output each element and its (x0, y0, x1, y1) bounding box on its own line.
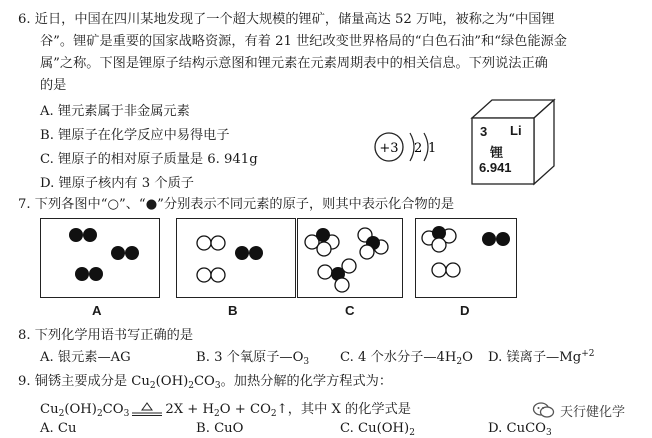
heat-triangle-icon (130, 401, 164, 417)
q9-option-a: A. Cu (40, 421, 77, 436)
q6-stem-line-3: 属”之称。下图是锂原子结构示意图和锂元素在元素周期表中的相关信息。下列说法正确 (40, 56, 548, 71)
q8-option-b: B. 3 个氧原子$—O_3$ (196, 350, 310, 367)
q9-option-b: B. CuO (196, 421, 244, 436)
q8-option-c: C. 4 个水分子$—4H_2O$ (340, 350, 473, 367)
element-atomic-number: 3 (480, 124, 488, 139)
q9-stem: 9. 铜锈主要成分是 $Cu_2(OH)_2CO_3$。加热分解的化学方程式为： (18, 374, 393, 391)
q7-box-c-atoms (297, 218, 403, 298)
q7-label-b: B (228, 303, 238, 318)
q6-stem-line-1: 6. 近日，中国在四川某地发现了一个超大规模的锂矿，储量高达 52 万吨，被称之为“中国锂 (18, 12, 555, 27)
nucleus-charge: +3 (379, 141, 399, 156)
q7-stem: 7. 下列各图中“○”、“●”分别表示不同元素的原子，则其中表示化合物的是 (18, 197, 455, 212)
q7-box-b-atoms (176, 218, 296, 298)
q6-stem-line-2: 谷”。锂矿是重要的国家战略资源，有着 21 世纪改变世界格局的“白色石油”和“绿色能源金 (40, 34, 567, 49)
q9-option-d: D. CuCO$_3$ (488, 421, 552, 438)
q7-label-a: A (92, 303, 102, 318)
q8-option-d: D. 镁离子$—Mg^{+2}$ (488, 349, 595, 365)
q7-label-d: D (460, 303, 470, 318)
shell-1-electrons: 2 (414, 141, 423, 156)
q6-stem-line-4: 的是 (40, 78, 67, 93)
q6-option-d: D. 锂原子核内有 3 个质子 (40, 176, 194, 191)
element-symbol: Li (510, 123, 522, 138)
shell-2-electrons: 1 (428, 141, 437, 156)
wechat-logo-icon (532, 400, 556, 420)
q8-option-a: A. 银元素—AG (40, 350, 131, 365)
q8-stem: 8. 下列化学用语书写正确的是 (18, 328, 194, 343)
q7-box-a-atoms (40, 218, 160, 298)
q9-equation: $Cu_2(OH)_2CO_3$ $2X + H_2O$ + $CO_2↑$，其中 X 的化学式是 (40, 402, 411, 419)
watermark-text: 天行健化学 (560, 405, 626, 420)
q6-option-a: A. 锂元素属于非金属元素 (40, 104, 190, 119)
q6-option-b: B. 锂原子在化学反应中易得电子 (40, 128, 230, 143)
lithium-atom-diagram (372, 128, 452, 170)
q9-option-c: C. $Cu(OH)_2$ (340, 421, 415, 438)
q7-box-d-atoms (415, 218, 517, 298)
element-atomic-mass: 6.941 (479, 160, 512, 175)
element-name: 锂 (490, 146, 504, 161)
q7-label-c: C (345, 303, 355, 318)
q6-option-c: C. 锂原子的相对原子质量是 6. 941g (40, 152, 258, 167)
